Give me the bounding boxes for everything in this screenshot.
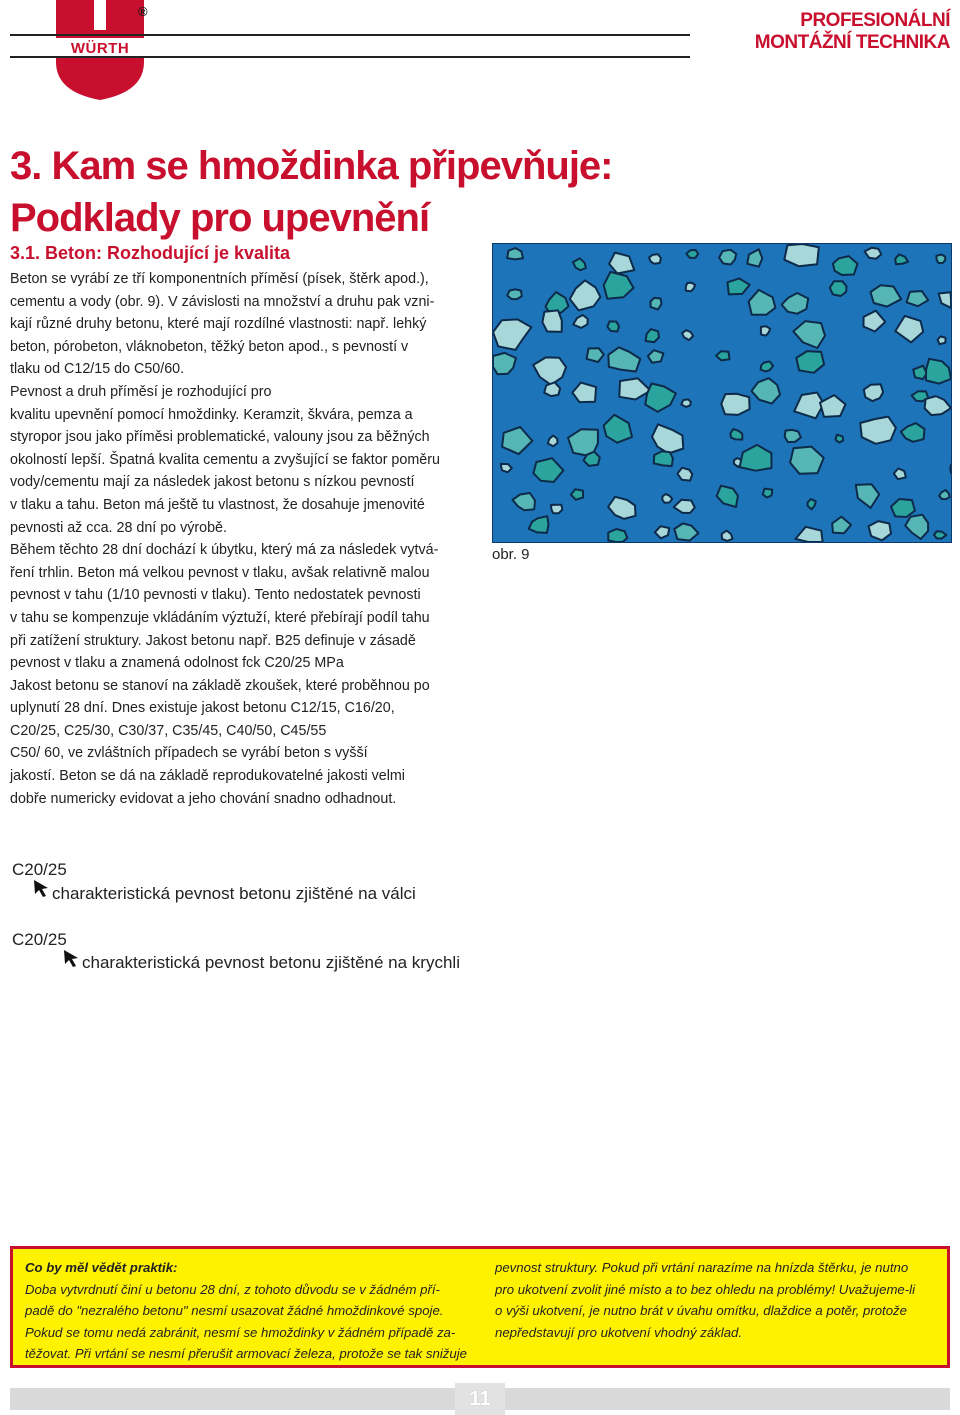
body-line: Během těchto 28 dní dochází k úbytku, který má za následek vytvá- bbox=[10, 542, 439, 559]
aggregate-stone bbox=[544, 382, 560, 396]
tip-line: pro ukotvení zvolit jiné místo a to bez ohledu na problémy! Uvažujeme-li bbox=[495, 1281, 916, 1297]
aggregate-stone bbox=[649, 254, 661, 264]
practitioner-tip-box bbox=[10, 1246, 950, 1368]
aggregate-stone bbox=[721, 394, 749, 415]
body-line: beton, pórobeton, vláknobeton, těžký beton apod., s pevností v bbox=[10, 338, 409, 355]
body-line: vody/cementu mají za následek jakost betonu s nízkou pevností bbox=[10, 474, 415, 491]
tip-line: těžovat. Při vrtání se nesmí přerušit armovací železa, protože se tak snižuje bbox=[25, 1346, 467, 1361]
body-line: Pevnost a druh příměsí je rozhodující pro bbox=[10, 383, 272, 400]
aggregate-stone bbox=[542, 310, 561, 332]
body-line: v tahu se kompenzuje vkládáním výztuží, které přebírají podíl tahu bbox=[10, 609, 430, 626]
page-title-line-2: Podklady pro upevnění bbox=[10, 196, 430, 240]
body-line: Beton se vyrábí ze tří komponentních příměsí (písek, štěrk apod.), bbox=[10, 271, 429, 287]
header-rule-bottom bbox=[10, 56, 690, 58]
body-line: okolností lepší. Špatná kvalita cementu a zvyšující se faktor poměru bbox=[10, 451, 440, 468]
tip-line: padě do "nezralého betonu" nesmí usazovat žádné hmoždinkové spoje. bbox=[25, 1303, 444, 1318]
concrete-aggregate-figure bbox=[492, 243, 952, 543]
body-line: cementu a vody (obr. 9). V závislosti na množství a druhu pak vzni- bbox=[10, 293, 435, 310]
header-rule-top bbox=[10, 34, 690, 36]
notation-code: C20/25 bbox=[12, 860, 67, 879]
page-title bbox=[10, 140, 710, 244]
aggregate-stone bbox=[501, 464, 512, 472]
arrow-pointer-icon bbox=[32, 878, 52, 898]
aggregate-stone bbox=[938, 336, 946, 344]
aggregate-stone bbox=[785, 430, 801, 442]
body-line: uplynutí 28 dní. Dnes existuje jakost betonu C12/15, C16/20, bbox=[10, 700, 395, 717]
page-title-line-1: 3. Kam se hmoždinka připevňuje: bbox=[10, 144, 613, 188]
body-line: ření trhlin. Beton má velkou pevnost v tlaku, avšak relativně malou bbox=[10, 564, 430, 581]
registered-mark: ® bbox=[138, 4, 148, 19]
tip-line: Doba vytvrdnutí činí u betonu 28 dní, z tohoto důvodu se v žádném pří- bbox=[25, 1281, 440, 1297]
body-line: tlaku od C12/15 do C50/60. bbox=[10, 361, 185, 378]
body-line: kají různé druhy betonu, které mají rozdílné vlastnosti: např. lehký bbox=[10, 316, 427, 333]
arrow-pointer-icon bbox=[62, 948, 82, 968]
body-line: kvalitu upevnění pomocí hmoždinky. Keramzit, škvára, pemza a bbox=[10, 406, 413, 423]
aggregate-stone bbox=[607, 321, 619, 331]
body-text bbox=[10, 268, 480, 810]
aggregate-stone bbox=[651, 298, 662, 310]
notation-description: charakteristická pevnost betonu zjištěné na válci bbox=[52, 884, 416, 903]
aggregate-stone bbox=[686, 250, 698, 258]
aggregate-stone bbox=[784, 244, 819, 266]
body-line: dobře numericky evidovat a jeho chování snadno odhadnout. bbox=[10, 790, 397, 807]
body-line: pevnost v tahu (1/10 pevnosti v tlaku). Tento nedostatek pevnosti bbox=[10, 587, 421, 604]
page-number: 11 bbox=[455, 1383, 505, 1415]
tagline-line-2: MONTÁŽNÍ TECHNIKA bbox=[749, 32, 950, 53]
body-line: styropor jsou jako příměsi problematické, valouny jsou za běžných bbox=[10, 429, 430, 446]
tip-line: Pokud se tomu nedá zabránit, nesmí se hmoždinky v žádném případě za- bbox=[25, 1324, 456, 1340]
aggregate-stone bbox=[551, 505, 562, 514]
header-tagline bbox=[690, 10, 950, 54]
body-line: při zatížení struktury. Jakost betonu např. B25 definuje v zásadě bbox=[10, 632, 416, 649]
body-line: C50/ 60, ve zvláštních případech se vyrábí beton s vyšší bbox=[10, 745, 368, 762]
body-line: jakostí. Beton se dá na základě reprodukovatelné jakosti velmi bbox=[10, 768, 405, 785]
body-line: v tlaku a tahu. Beton má ještě tu vlastnost, že dosahuje jmenovité bbox=[10, 496, 425, 513]
aggregate-stone bbox=[864, 384, 883, 401]
aggregate-stone bbox=[719, 250, 736, 265]
tip-line: nepředstavují pro ukotvení vhodný základ. bbox=[495, 1324, 743, 1340]
aggregate-stone bbox=[894, 468, 906, 479]
aggregate-stone bbox=[950, 465, 951, 474]
body-line: Jakost betonu se stanoví na základě zkoušek, které proběhnou po bbox=[10, 677, 430, 694]
aggregate-stone bbox=[763, 489, 773, 498]
aggregate-stone bbox=[936, 255, 945, 264]
aggregate-stone bbox=[507, 289, 522, 299]
aggregate-stone bbox=[608, 529, 627, 542]
body-line: pevnost v tlaku a znamená odolnost fck C20/25 MPa bbox=[10, 655, 344, 672]
tip-left-column bbox=[25, 1257, 490, 1365]
aggregate-stone bbox=[835, 435, 843, 443]
aggregate-stone bbox=[830, 281, 847, 296]
section-heading: 3.1. Beton: Rozhodující je kvalita bbox=[10, 243, 291, 263]
aggregate-stone bbox=[860, 417, 896, 444]
tip-title: Co by měl vědět praktik: bbox=[25, 1260, 178, 1275]
tip-line: o výši ukotvení, je nutno brát v úvahu omítku, dlaždice a potěr, protože bbox=[495, 1303, 907, 1318]
tagline-line-1: PROFESIONÁLNÍ bbox=[794, 10, 950, 31]
notation-description: charakteristická pevnost betonu zjištěné na krychli bbox=[82, 953, 460, 972]
body-line: C20/25, C25/30, C30/37, C35/45, C40/50, C45/55 bbox=[10, 722, 327, 739]
body-line: pevnosti až cca. 28 dní po výrobě. bbox=[10, 519, 227, 536]
aggregate-stone bbox=[654, 451, 673, 466]
figure-caption: obr. 9 bbox=[492, 546, 530, 563]
wurth-logo bbox=[50, 0, 150, 100]
aggregate-stone bbox=[681, 399, 691, 407]
notation-code: C20/25 bbox=[12, 930, 67, 949]
tip-right-column bbox=[495, 1257, 945, 1343]
tip-line: pevnost struktury. Pokud při vrtání narazíme na hnízda štěrku, je nutno bbox=[495, 1260, 909, 1275]
logo-brand-text: WÜRTH bbox=[70, 40, 130, 57]
